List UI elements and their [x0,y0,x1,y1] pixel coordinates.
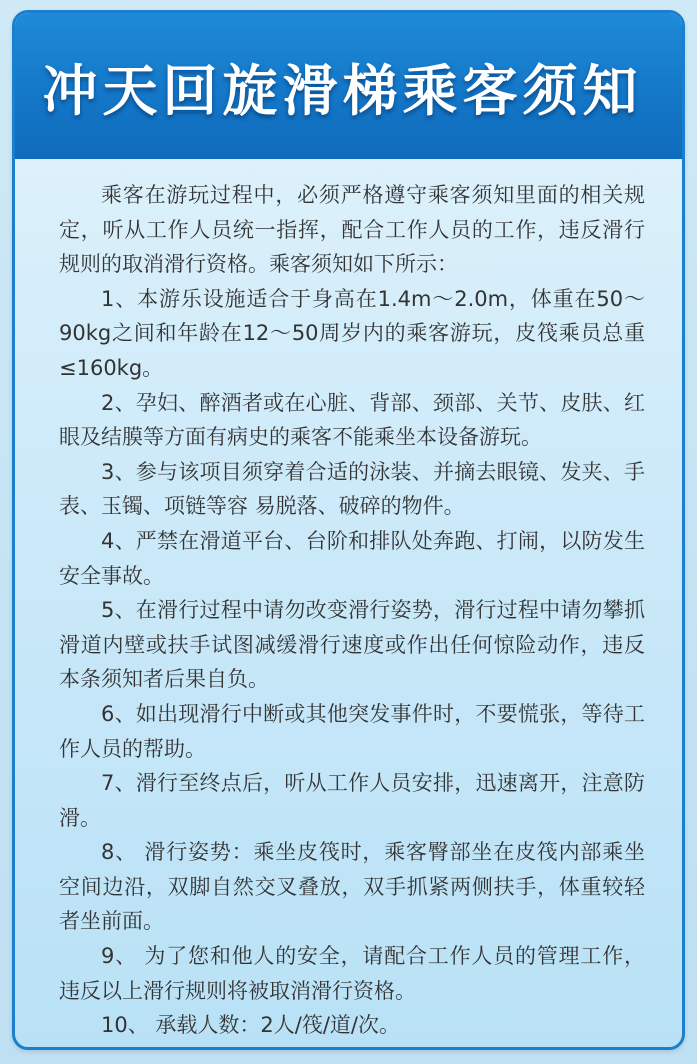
rule-item-2: 2、孕妇、醉酒者或在心脏、背部、颈部、关节、皮肤、红眼及结膜等方面有病史的乘客不能乘坐本设备游玩。 [59,390,645,450]
rule-item-10: 10、 承载人数：2人/筏/道/次。 [101,1013,400,1038]
rule-item-3: 3、参与该项目须穿着合适的泳装、并摘去眼镜、发夹、手表、玉镯、项链等容 易脱落、破碎的物件。 [59,459,645,519]
notice-title: 冲天回旋滑梯乘客须知 [42,58,643,123]
notice-board [12,10,685,1050]
intro-paragraph: 乘客在游玩过程中，必须严格遵守乘客须知里面的相关规定，听从工作人员统一指挥，配合工作人员的工作，违反滑行规则的取消滑行资格。乘客须知如下所示： [59,183,645,277]
rule-item-5: 5、在滑行过程中请勿改变滑行姿势，滑行过程中请勿攀抓滑道内壁或扶手试图减缓滑行速度或作出任何惊险动作，违反本条须知者后果自负。 [59,598,645,692]
title-banner [15,13,682,159]
rule-item-6: 6、如出现滑行中断或其他突发事件时，不要慌张，等待工作人员的帮助。 [59,701,645,761]
rule-item-8: 8、 滑行姿势：乘坐皮筏时，乘客臀部坐在皮筏内部乘坐空间边沿，双脚自然交叉叠放，双手抓紧两侧扶手，体重较轻者坐前面。 [59,840,645,934]
rule-item-1: 1、本游乐设施适合于身高在1.4m～2.0m，体重在50～90kg之间和年龄在12～50周岁内的乘客游玩，皮筏乘员总重≤160kg。 [59,286,645,380]
rule-item-4: 4、严禁在滑道平台、台阶和排队处奔跑、打闹，以防发生安全事故。 [59,528,645,588]
notice-body [59,178,645,1043]
rule-item-9: 9、 为了您和他人的安全，请配合工作人员的管理工作，违反以上滑行规则将被取消滑行资格。 [59,944,645,1003]
rule-item-7: 7、滑行至终点后，听从工作人员安排，迅速离开，注意防滑。 [59,771,645,830]
